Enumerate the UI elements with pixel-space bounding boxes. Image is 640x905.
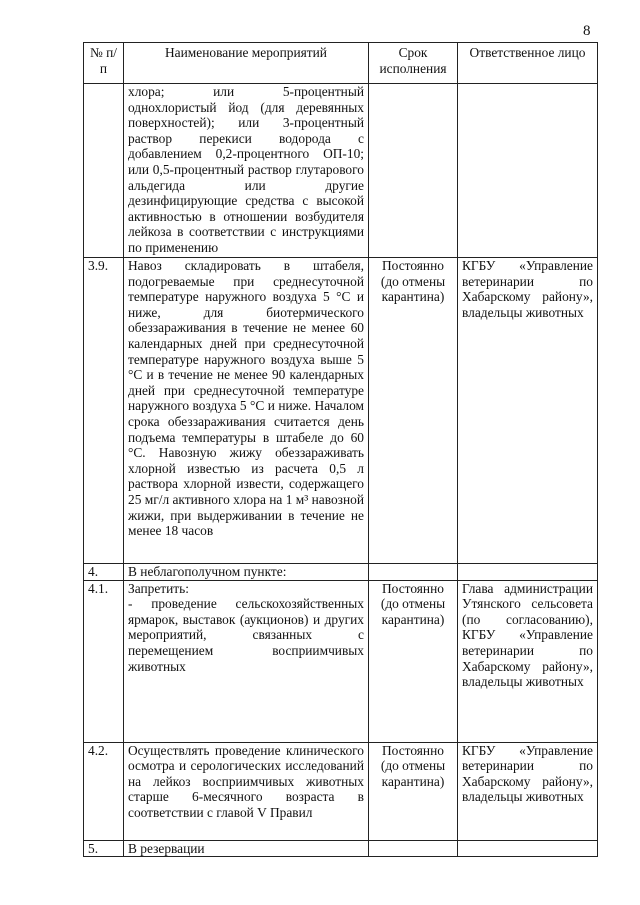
table-row (84, 840, 598, 857)
row-name: Навоз складировать в штабеля, подогреваемые при среднесуточной температуре наружного воздуха 5 °С и ниже, для биотермического обеззараживания в течение не менее 60 календарных дней при среднесуточной температуре наружного воздуха выше 5 °С и в течение не менее 90 календарных дней при среднесуточной температуре наружного воздуха 5 °С и ниже. Началом срока обеззараживания считается день подъема температуры в штабеле до 60 °С. Навозную жижу обеззараживать хлорной известью из расчета 0,5 л раствора хлорной извести, содержащего 25 мг/л активного хлора на 1 м³ навозной жижи, при выдерживании в течение не менее 18 часов (124, 258, 369, 564)
measures-table (83, 42, 598, 857)
row-num: 3.9. (84, 258, 124, 564)
row-name: В резервации (124, 840, 369, 857)
table-row (84, 258, 598, 564)
table-row (84, 580, 598, 742)
table-row (84, 84, 598, 258)
row-responsible (458, 564, 598, 581)
header-term: Срок исполнения (369, 43, 458, 84)
row-term: Постоянно (до отмены карантина) (369, 580, 458, 742)
row-term: Постоянно (до отмены карантина) (369, 742, 458, 840)
row-term (369, 840, 458, 857)
row-num: 5. (84, 840, 124, 857)
row-num: 4. (84, 564, 124, 581)
row-name: Осуществлять проведение клинического осмотра и серологических исследований на лейкоз восприимчивых животных старше 6-месячного возраста в соответствии с главой V Правил (124, 742, 369, 840)
header-num: № п/п (84, 43, 124, 84)
table-header-row (84, 43, 598, 84)
row-num (84, 84, 124, 258)
row-name: Запретить: - проведение сельскохозяйственных ярмарок, выставок (аукционов) и других мероприятий, связанных с перемещением восприимчивых животных (124, 580, 369, 742)
row-term (369, 84, 458, 258)
row-name: В неблагополучном пункте: (124, 564, 369, 581)
row-term: Постоянно (до отмены карантина) (369, 258, 458, 564)
row-responsible: КГБУ «Управление ветеринарии по Хабарскому району», владельцы животных (458, 258, 598, 564)
table-row (84, 742, 598, 840)
row-term (369, 564, 458, 581)
row-name: хлора; или 5-процентный однохлористый йод (для деревянных поверхностей); или 3-процентный раствор перекиси водорода с добавлением 0,2-процентного ОП-10; или 0,5-процентный раствор глутарового альдегида или другие дезинфицирующие средства с высокой активностью в отношении возбудителя лейкоза в соответствии с инструкциями по применению (124, 84, 369, 258)
header-responsible: Ответственное лицо (458, 43, 598, 84)
row-responsible: КГБУ «Управление ветеринарии по Хабарскому району», владельцы животных (458, 742, 598, 840)
row-num: 4.1. (84, 580, 124, 742)
page-number: 8 (583, 23, 591, 39)
row-responsible (458, 840, 598, 857)
row-responsible (458, 84, 598, 258)
header-name: Наименование мероприятий (124, 43, 369, 84)
table-row (84, 564, 598, 581)
row-num: 4.2. (84, 742, 124, 840)
row-responsible: Глава администрации Утянского сельсовета (по согласованию), КГБУ «Управление ветеринарии по Хабарскому району», владельцы животных (458, 580, 598, 742)
